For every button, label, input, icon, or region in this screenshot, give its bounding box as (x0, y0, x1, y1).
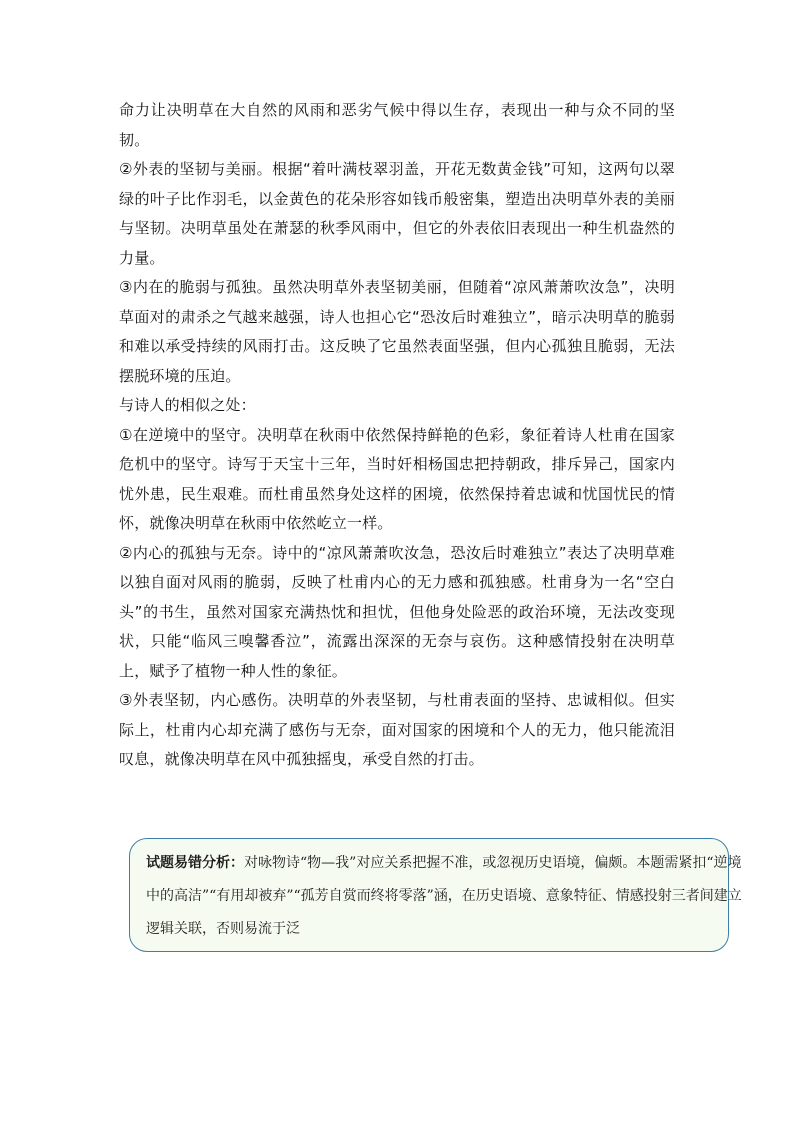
paragraph-loneliness: ②内心的孤独与无奈。诗中的“凉风萧萧吹汝急，恐汝后时难独立”表达了决明草难以独自面对风雨的脆弱，反映了杜甫内心的无力感和孤独感。杜甫身为一名“空白头”的书生，虽然对国家充满热忱和担忧，但他身处险恶的政治环境，无法改变现状，只能“临风三嗅馨香泣”，流露出深深的无奈与哀伤。这种感情投射在决明草上，赋予了植物一种人性的象征。 (119, 543, 675, 680)
paragraph-perseverance: ①在逆境中的坚守。决明草在秋雨中依然保持鲜艳的色彩，象征着诗人杜甫在国家危机中的坚守。诗写于天宝十三年，当时奸相杨国忠把持朝政，排斥异己，国家内忧外患，民生艰难。而杜甫虽然身处这样的困境，依然保持着忠诚和忧国忧民的情怀，就像决明草在秋雨中依然屹立一样。 (119, 425, 675, 532)
paragraph-appearance: ②外表的坚韧与美丽。根据“着叶满枝翠羽盖，开花无数黄金钱”可知，这两句以翠绿的叶子比作羽毛，以金黄色的花朵形容如钱币般密集，塑造出决明草外表的美丽与坚韧。决明草虽处在萧瑟的秋季风雨中，但它的外表依旧表现出一种生机盎然的力量。 (119, 160, 675, 267)
paragraph-similarity-heading: 与诗人的相似之处： (119, 396, 256, 414)
analysis-body (119, 96, 675, 775)
error-analysis-label: 试题易错分析： (146, 855, 244, 871)
error-analysis-text-block (146, 847, 746, 946)
paragraph-continuation: 命力让决明草在大自然的风雨和恶劣气候中得以生存，表现出一种与众不同的坚韧。 (119, 101, 675, 149)
error-analysis-text: 对咏物诗“物—我”对应关系把握不准，或忽视历史语境，偏颇。本题需紧扣“逆境中的高洁”“有用却被弃”“孤芳自赏而终将零落”涵，在历史语境、意象特征、情感投射三者间建立逻辑关联，否则易流于泛 (146, 855, 742, 937)
paragraph-resilience: ③外表坚韧，内心感伤。决明草的外表坚韧，与杜甫表面的坚持、忠诚相似。但实际上，杜甫内心却充满了感伤与无奈，面对国家的困境和个人的无力，他只能流泪叹息，就像决明草在风中孤独摇曳，承受自然的打击。 (119, 691, 675, 768)
error-analysis-box (129, 838, 742, 952)
paragraph-fragility: ③内在的脆弱与孤独。虽然决明草外表坚韧美丽，但随着“凉风萧萧吹汝急”，决明草面对的肃杀之气越来越强，诗人也担心它“恐汝后时难独立”，暗示决明草的脆弱和难以承受持续的风雨打击。这反映了它虽然表面坚强，但内心孤独且脆弱，无法摆脱环境的压迫。 (119, 278, 675, 385)
